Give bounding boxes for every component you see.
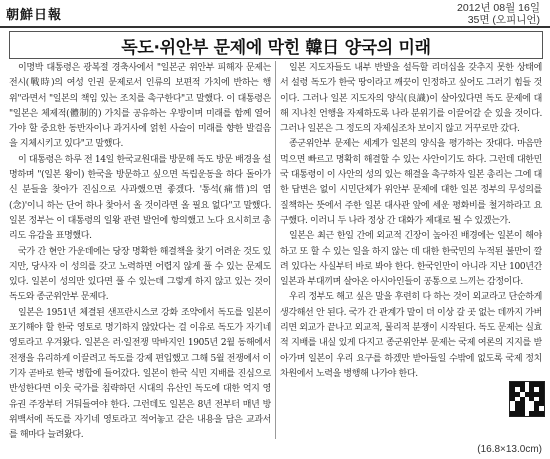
publication-date: 2012년 08월 16일 (457, 2, 540, 14)
paragraph: 국가 간 현안 가운데에는 당장 명확한 해결책을 찾기 어려운 것도 있지만, 당사자 이 성의를 갖고 노력하면 어렵지 않게 풀 수 있는 문제도 있다. 일본이 성의만 있다면 풀 수 있는데 그렇게 하지 않고 있는 것이 독도와 종군위안부 문제다. (9, 246, 271, 303)
qr-cell (539, 411, 544, 416)
article-column-right (280, 61, 542, 441)
paragraph: 일본은 1951년 체결된 샌프란시스코 강화 조약에서 독도를 일본이 포기해야 할 한국 영토로 명기하지 않았다는 걸 이유로 독도가 자기네 영토라고 우겨왔다. 일본은 러·일전쟁 막바지인 1905년 2월 동해에서 전쟁을 유리하게 이끌려고 독도를 강제 편입했고 그해 5월 전쟁에서 이기자 곧바로 한국 병합에 들어갔다. 일본이 한국 식민 지배를 진심으로 반성한다면 이웃 국가를 침략하던 시대의 유산인 독도에 대한 억지 영유권 주장부터 거둬들여야 한다. 그런데도 일본은 8년 전부터 매년 방위백서에 독도를 자기네 영토라고 적어놓고 같은 내용을 담은 교과서를 해마다 늘려왔다. (9, 307, 271, 441)
paragraph: 일본은 최근 한일 간에 외교적 긴장이 높아진 배경에는 일본이 해야 하고 또 할 수 있는 일을 하지 않는 데 대한 한국민의 누적된 불만이 깔려 있다는 사실부터 바로 봐야 한다. 한국인만이 아니라 지난 100년간 일본과 부대끼며 살아온 아시아인들이 공통으로 느끼는 감정이다. (280, 231, 542, 288)
page-info: 35면 (오피니언) (467, 14, 540, 26)
paragraph: 종군위안부 문제는 세계가 일본의 양식을 평가하는 잣대다. 마음만 먹으면 빠르고 명확히 해결할 수 있는 사안이기도 하다. 그런데 대한민국 대통령이 이 사안의 성의 있는 해결을 촉구하자 일본 총리는 그에 대한 답변은 없이 시민단체가 위안부 문제에 대한 일본 정부의 무성의를 질책하는 뜻에서 주한 일본 대사관 앞에 세운 평화비를 철거하라고 요구했다. 이러니 두 나라 정상 간 대화가 제대로 될 수 있겠는가. (280, 139, 542, 226)
publication-meta (457, 2, 540, 26)
article-size: (16.8×13.0cm) (477, 444, 542, 455)
paragraph: 우리 정부도 해고 싶은 말을 후련히 다 하는 것이 외교라고 단순하게 생각해선 안 된다. 국가 간 관계가 말이 더 이상 갈 곳 없는 데까지 가버리면 외교가 끝나고 외교적, 물리적 분쟁이 시작된다. 독도 문제는 실효적 지배를 내실 있게 다지고 종군위안부 문제는 국제 여론의 지지를 받아가며 일본이 우리 요구를 하겠만 받아들일 수밖에 없도록 국제 정치 차원에서 노력을 병행해 나가야 한다. (280, 292, 542, 379)
column-divider (275, 61, 276, 439)
headline-box (9, 31, 543, 59)
paragraph: 일본 지도자들도 내부 반발을 설득할 리더십을 갖추지 못한 상태에서 설령 독도가 한국 땅이라고 깨끗이 인정하고 싶어도 그러기 힘들 것이다. 그러나 일본 지도자의 양식(良識)이 살아있다면 독도 문제에 대해 지나친 언행을 자제하도록 나라 분위기를 이끌어갈 순 있을 것이다. 그러나 일본은 그 정도의 자제심조차 보이지 않고 거꾸로만 갔다. (280, 63, 542, 135)
qr-code-icon (509, 381, 545, 417)
paragraph: 이 대통령은 하루 전 14일 한국교원대를 방문해 독도 방문 배경을 설명하며 "(일본 왕이) 한국을 방문하고 싶으면 독립운동을 하다 돌아가신 분들을 찾아가 진심으로 사과했으면 좋겠다. '통석(痛惜)의 염(念)'이니 하는 단어 하나 찾아서 올 것이라면 올 필요 없다"고 말했다. 일본 정부는 이 대통령의 일왕 관련 발언에 항의했고 노다 요시히코 총리도 유감을 표명했다. (9, 154, 271, 242)
article-column-left (9, 61, 271, 441)
article-headline: 독도·위안부 문제에 막힌 韓日 양국의 미래 (121, 37, 431, 58)
paragraph: 이명박 대통령은 광복절 경축사에서 "일본군 위안부 피해자 문제는 전시(戰時)의 여성 인권 문제로서 인류의 보편적 가치에 반하는 행위"라면서 "일본의 책임 있는 조치를 촉구한다"고 말했다. 이 대통령은 "일본은 체제적(體制的) 가치를 공유하는 우방이며 미래를 함께 열어가야 할 중요한 동반자이나 과거사에 얽힌 사슬이 미래를 향한 발걸음을 지체시키고 있다"고 말했다. (9, 63, 271, 150)
newspaper-masthead: 朝鮮日報 (6, 8, 63, 23)
top-rule (0, 26, 550, 28)
